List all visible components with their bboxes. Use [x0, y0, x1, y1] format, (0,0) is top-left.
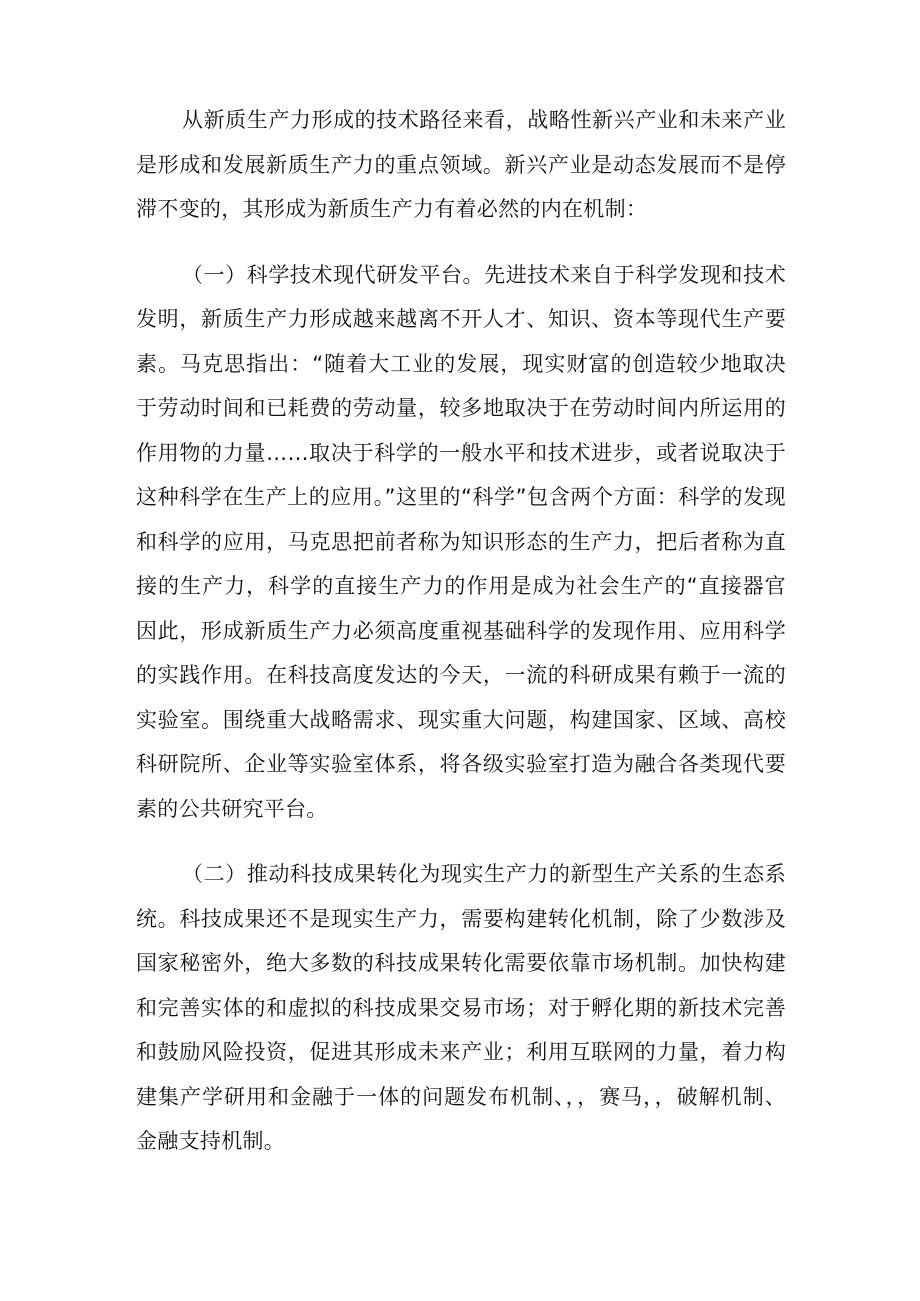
paragraph-intro: 从新质生产力形成的技术路径来看，战略性新兴产业和未来产业是形成和发展新质生产力的重点领域。新兴产业是动态发展而不是停滞不变的，其形成为新质生产力有着必然的内在机制：	[136, 108, 786, 221]
document-body	[136, 98, 786, 1164]
paragraph-section-1: （一）科学技术现代研发平台。先进技术来自于科学发现和技术发明，新质生产力形成越来越离不开人才、知识、资本等现代生产要素。马克思指出：“随着大工业的发展，现实财富的创造较少地取决于劳动时间和已耗费的劳动量，较多地取决于在劳动时间内所运用的作用物的力量……取决于科学的一般水平和技术进步，或者说取决于这种科学在生产上的应用。”这里的“科学”包含两个方面：科学的发现和科学的应用，马克思把前者称为知识形态的生产力，把后者称为直接的生产力，科学的直接生产力的作用是成为社会生产的“直接器官因此，形成新质生产力必须高度重视基础科学的发现作用、应用科学的实践作用。在科技高度发达的今天，一流的科研成果有赖于一流的实验室。围绕重大战略需求、现实重大问题，构建国家、区域、高校科研院所、企业等实验室体系，将各级实验室打造为融合各类现代要素的公共研究平台。	[136, 262, 786, 821]
paragraph-section-2: （二）推动科技成果转化为现实生产力的新型生产关系的生态系统。科技成果还不是现实生产力，需要构建转化机制，除了少数涉及国家秘密外，绝大多数的科技成果转化需要依靠市场机制。加快构建和完善实体的和虚拟的科技成果交易市场；对于孵化期的新技术完善和鼓励风险投资，促进其形成未来产业；利用互联网的力量，着力构建集产学研用和金融于一体的问题发布机制、，，赛马，，破解机制、金融支持机制。	[136, 862, 786, 1153]
